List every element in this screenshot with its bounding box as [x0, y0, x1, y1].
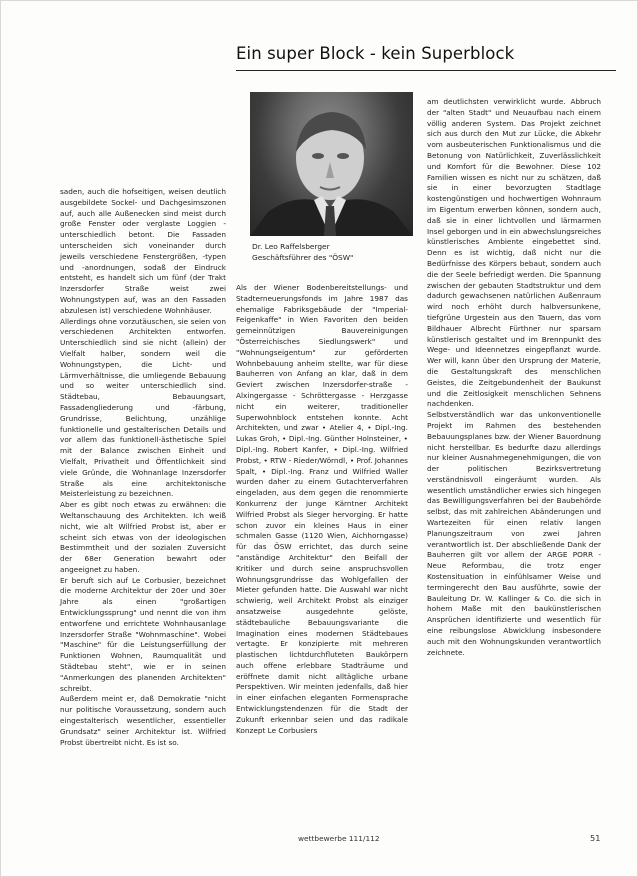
photo-caption — [252, 241, 422, 263]
paragraph: am deutlichsten verwirklicht wurde. Abbruch der "alten Stadt" und Neuaufbau nach einem völlig anderen System. Das Projekt zeichnet sich aus durch den Mut zur Lücke, die Abkehr vom ausbeuterischen Funktionalismus und die Betonung von Natürlichkeit, Zuverlässlichkeit und Komfort für die Bewohner. Diese 102 Familien wissen es nicht nur zu schätzen, daß sie in einer bevorzugten Stadtlage kostengünstigen und hochwertigen Wohnraum im Eigentum erwerben können, sondern auch, daß sie in einer lichtvollen und lärmarmen Insel geborgen und in ein abwechslungsreiches künstlerisches Ambiente eingebettet sind. Denn es ist wichtig, daß nicht nur die Bedürfnisse des Körpers bebaut, sondern auch die der Seele befriedigt werden. Die Spannung zwischen der gebauten Stadtstruktur und dem dadurch gewachsenen natürlichen Außenraum wird noch erhöht durch halbversunkene, tiefgrüne Urgestein aus den Tauern, das vom Bildhauer Albrecht Fürthner nur sparsam künstlerisch gestaltet und im Brennpunkt des Wege- und Ideennetzes eingepflanzt wurde. Wer will, kann über den Ursprung der Materie, die Gestaltungskraft des menschlichen Geistes, die Zeitgebundenheit der Baukunst und die Zeitlosigkeit menschlichen Sehnens nachdenken. — [427, 97, 601, 409]
paragraph: Als der Wiener Bodenbereitstellungs- und Stadterneuerungsfonds im Jahre 1987 das ehemalige Fabriksgebäude der "Imperial-Feigenkaffe" in Wien Favoriten den beiden gemeinnützigen Bauvereinigungen "Österreichisches Siedlungswerk" und "Wohnungseigentum" zur geförderten Wohnbebauung anheim stellte, war für diese Bauherren von Anfang an klar, daß in dem Geviert zwischen Inzersdorfer-straße - Alxingergasse - Schröttergasse - Herzgasse nicht ein weiterer, traditioneller Superwohnblock entstehen konnte. Acht Architekten, und zwar • Atelier 4, • Dipl.-Ing. Lukas Groh, • Dipl.-Ing. Günther Holnsteiner, • Dipl.-Ing. Robert Kanfer, • Dipl.-Ing. Wilfried Probst, • RTW - Rieder/Wörndl, • Prof. Johannes Spalt, • Dipl.-Ing. Franz und Wilfried Waller wurden daher zu einem Gutachterverfahren eingeladen, aus dem gegen die renommierte Konkurrenz der junge Kärntner Architekt Wilfried Probst als Sieger hervorging. Er hatte schon zuvor ein kleines Haus in einer schmalen Gasse (1120 Wien, Aichhorngasse) für das ÖSW errichtet, das durch seine "anständige Architektur" den Beifall der Kritiker und durch seine anspruchsvollen Wohnungsgrundrisse das Wohlgefallen der Mieter gefunden hatte. Die Auswahl war nicht schwierig, weil Architekt Probst als einziger ansatzweise ausgedehnte gelöste, städtebauliche Bebauungsvariante die Imagination eines modernen Städtebaues vertagte. Er konzipierte mit mehreren plastischen lichtdurchfluteten Baukörpern auch offene erlebbare Stadträume und eröffnete damit nicht alltägliche urbane Perspektiven. Wir meinten jedenfalls, daß hier in einer einfachen eleganten Formensprache Entwicklungstendenzen für die Stadt der Zukunft erkennbar seien und das radikale Konzept Le Corbusiers — [236, 283, 408, 735]
portrait-illustration — [250, 92, 413, 236]
paragraph: Er beruft sich auf Le Corbusier, bezeichnet die moderne Architektur der 20er und 30er Jahre als einen "großartigen Entwicklungssprung" und nennt die von ihm entworfene und errichtete Wohnhausanlage Inzersdorfer Straße "Wohnmaschine". Wobei "Maschine" für die Leistungserfüllung der Funktionen Wohnen, Raumqualität und Städtebau steht", wie er in seinen "Anmerkungen des planenden Architekten" schreibt. — [60, 575, 226, 693]
paragraph: saden, auch die hofseitigen, weisen deutlich ausgebildete Sockel- und Dachgesimszonen auf, auch alle Außenecken sind meist durch große Fenster oder verglaste Loggien - unterschiedlich betont. Die Fassaden unterscheiden sich voneinander durch jeweils verschiedene Fenstergrößen, -typen und -anordnungen, sodaß der Eindruck entsteht, es handelt sich um fünf (der Trakt Inzersdorfer Straße weist zwei Wohnungstypen auf, was an den Fassaden abzulesen ist) verschiedene Wohnhäuser. — [60, 187, 226, 315]
caption-name: Dr. Leo Raffelsberger — [252, 242, 330, 251]
magazine-footer: wettbewerbe 111/112 — [298, 834, 380, 843]
paragraph: Aber es gibt noch etwas zu erwähnen: die Weltanschauung des Architekten. Ich weiß nicht, wie alt Wilfried Probst ist, aber er scheint sich etwas von der ideologischen Bestimmtheit und der sozialen Zuversicht der 68er Generation bewahrt oder angeeignet zu haben. — [60, 500, 226, 574]
text-column-left — [60, 187, 226, 748]
caption-role: Geschäftsführer des "ÖSW" — [252, 253, 354, 262]
paragraph: Allerdings ohne vorzutäuschen, sie seien von verschiedenen Architekten entworfen. Unterschiedlich sind sie nicht (allein) der Vielfalt halber, sondern weil die Wohnungstypen, die Licht- und Lärmverhältnisse, die umliegende Bebauung und so weiter unterschiedlich sind. Städtebau, Bebauungsart, Fassadengliederung und -färbung, Grundrisse, Belichtung, unzählige funktionelle und gestalterischen Details und vor allem das funktionell-ästhetische Spiel mit der Balance zwischen Einheit und Vielfalt, Privatheit und Öffentlichkeit sind viele Gründe, die Wohnanlage Inzersdorfer Straße als eine architektonische Meisterleistung zu bezeichnen. — [60, 316, 226, 499]
text-column-right — [427, 97, 601, 658]
portrait-photo — [250, 92, 413, 236]
paragraph: Außerdem meint er, daß Demokratie "nicht nur politische Voraussetzung, sondern auch eingestalterisch wesentlicher, essentieller Grundsatz" seiner Architektur ist. Wilfried Probst übertreibt nicht. Es ist so. — [60, 694, 226, 747]
text-column-middle — [236, 283, 408, 736]
page-number: 51 — [590, 833, 601, 843]
article-title: Ein super Block - kein Superblock — [236, 44, 515, 63]
paragraph: Selbstverständlich war das unkonventionelle Projekt im Rahmen des bestehenden Bebauungsplanes bzw. der Wiener Bauordnung nicht herstellbar. Es bedurfte dazu allerdings nur kleiner Ausnahmegenehmigungen, die von der politischen Bezirksvertretung verständnisvoll eingeräumt wurden. Als wesentlich umständlicher erwies sich hingegen das Bewilligungsverfahren bei der Baubehörde selbst, das mit zahlreichen Abänderungen und Wartezeiten für einen relativ langen Planungszeitraum von zwei Jahren verantwortlich ist. Der abschließende Dank der Bauherren gilt vor allem der ARGE PORR - Neue Reformbau, die trotz enger Kostensituation in einfühlsamer Weise und termingerecht den Bau ausführte, sowie der Bauleitung Dr. W. Kallinger & Co. die sich in hohem Maße mit den baukünstlerischen Ansprüchen identifizierte und wesentlich für eine reibungslose Abwicklung insbesondere auch mit den Wohnungskunden verantwortlich zeichnete. — [427, 410, 601, 657]
title-underline — [236, 70, 616, 71]
